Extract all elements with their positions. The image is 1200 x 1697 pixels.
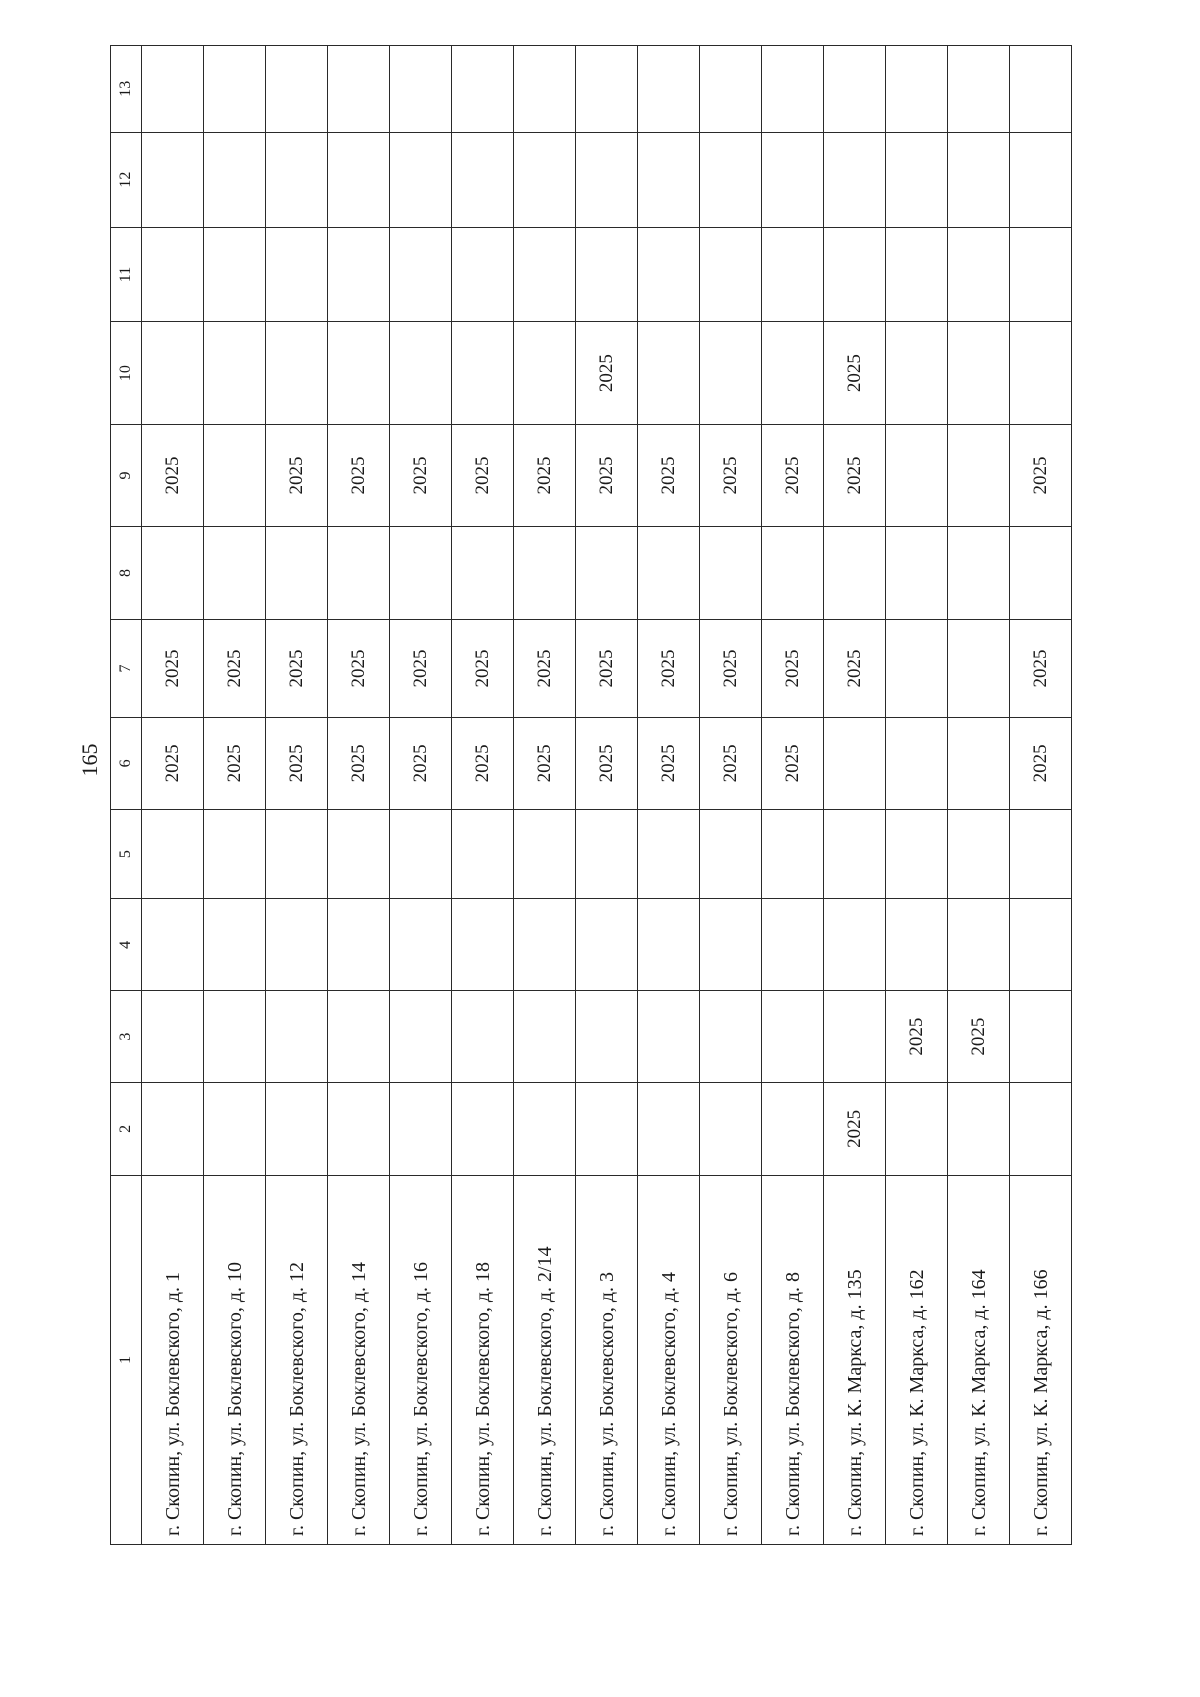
year-cell: 2025	[638, 424, 700, 526]
column-header: 5	[111, 809, 142, 899]
table-row	[762, 46, 824, 1545]
address-cell: г. Скопин, ул. Боклевского, д. 6	[700, 1175, 762, 1544]
year-cell	[390, 991, 452, 1083]
year-cell	[700, 527, 762, 620]
year-cell: 2025	[576, 619, 638, 717]
column-header: 4	[111, 899, 142, 991]
address-cell: г. Скопин, ул. Боклевского, д. 12	[266, 1175, 328, 1544]
year-cell	[762, 809, 824, 899]
year-cell	[204, 227, 266, 322]
year-cell	[514, 227, 576, 322]
column-header: 1	[111, 1175, 142, 1544]
column-header: 8	[111, 527, 142, 620]
year-cell	[762, 899, 824, 991]
year-cell: 2025	[1010, 718, 1072, 810]
year-cell: 2025	[824, 424, 886, 526]
year-cell	[142, 322, 204, 424]
year-cell	[700, 132, 762, 227]
year-cell	[266, 322, 328, 424]
year-cell: 2025	[576, 424, 638, 526]
year-cell: 2025	[1010, 619, 1072, 717]
year-cell	[886, 132, 948, 227]
column-header: 7	[111, 619, 142, 717]
year-cell	[1010, 991, 1072, 1083]
year-cell: 2025	[700, 718, 762, 810]
year-cell	[638, 899, 700, 991]
year-cell	[1010, 322, 1072, 424]
year-cell	[390, 46, 452, 133]
year-cell	[886, 718, 948, 810]
address-cell: г. Скопин, ул. Боклевского, д. 1	[142, 1175, 204, 1544]
year-cell	[948, 1082, 1010, 1175]
column-header: 2	[111, 1082, 142, 1175]
year-cell	[638, 227, 700, 322]
year-cell: 2025	[142, 424, 204, 526]
year-cell	[886, 809, 948, 899]
year-cell	[700, 991, 762, 1083]
year-cell	[762, 227, 824, 322]
year-cell	[948, 132, 1010, 227]
table-row	[514, 46, 576, 1545]
year-cell: 2025	[142, 619, 204, 717]
year-cell	[762, 132, 824, 227]
year-cell	[452, 46, 514, 133]
table-row	[886, 46, 948, 1545]
year-cell	[452, 899, 514, 991]
year-cell: 2025	[886, 991, 948, 1083]
year-cell	[886, 46, 948, 133]
year-cell	[824, 991, 886, 1083]
year-cell: 2025	[576, 718, 638, 810]
year-cell: 2025	[142, 718, 204, 810]
column-header: 11	[111, 227, 142, 322]
table-row	[700, 46, 762, 1545]
table-row	[266, 46, 328, 1545]
year-cell: 2025	[700, 619, 762, 717]
year-cell: 2025	[762, 718, 824, 810]
year-cell: 2025	[266, 718, 328, 810]
year-cell: 2025	[514, 718, 576, 810]
year-cell	[824, 227, 886, 322]
year-cell	[576, 809, 638, 899]
year-cell	[266, 1082, 328, 1175]
year-cell	[204, 46, 266, 133]
year-cell	[824, 718, 886, 810]
year-cell	[266, 527, 328, 620]
year-cell	[824, 46, 886, 133]
column-header: 13	[111, 46, 142, 133]
year-cell	[576, 527, 638, 620]
year-cell	[948, 227, 1010, 322]
year-cell: 2025	[576, 322, 638, 424]
address-cell: г. Скопин, ул. Боклевского, д. 8	[762, 1175, 824, 1544]
year-cell	[576, 1082, 638, 1175]
year-cell	[266, 227, 328, 322]
year-cell	[328, 132, 390, 227]
year-cell: 2025	[390, 718, 452, 810]
year-cell	[514, 527, 576, 620]
year-cell	[824, 809, 886, 899]
year-cell: 2025	[204, 718, 266, 810]
column-header: 10	[111, 322, 142, 424]
column-header: 12	[111, 132, 142, 227]
year-cell	[948, 527, 1010, 620]
year-cell	[1010, 809, 1072, 899]
year-cell: 2025	[514, 424, 576, 526]
year-cell	[204, 991, 266, 1083]
table-row	[638, 46, 700, 1545]
year-cell: 2025	[266, 619, 328, 717]
address-cell: г. Скопин, ул. Боклевского, д. 14	[328, 1175, 390, 1544]
year-cell	[948, 899, 1010, 991]
year-cell: 2025	[824, 322, 886, 424]
year-cell	[1010, 227, 1072, 322]
table-body	[142, 46, 1072, 1545]
page-number: 165	[77, 743, 102, 777]
year-cell	[576, 899, 638, 991]
year-cell	[142, 46, 204, 133]
year-cell	[762, 527, 824, 620]
year-cell	[1010, 1082, 1072, 1175]
year-cell	[762, 322, 824, 424]
year-cell: 2025	[824, 1082, 886, 1175]
year-cell	[638, 322, 700, 424]
year-cell	[638, 132, 700, 227]
year-cell	[142, 899, 204, 991]
year-cell: 2025	[514, 619, 576, 717]
year-cell	[886, 527, 948, 620]
year-cell	[204, 132, 266, 227]
address-cell: г. Скопин, ул. Боклевского, д. 10	[204, 1175, 266, 1544]
schedule-table	[110, 45, 1072, 1545]
year-cell	[514, 899, 576, 991]
year-cell	[700, 809, 762, 899]
year-cell	[638, 991, 700, 1083]
address-cell: г. Скопин, ул. К. Маркса, д. 164	[948, 1175, 1010, 1544]
table-row	[452, 46, 514, 1545]
year-cell	[142, 132, 204, 227]
table-wrapper	[110, 45, 1200, 1536]
year-cell	[328, 899, 390, 991]
table-row	[824, 46, 886, 1545]
year-cell	[948, 46, 1010, 133]
year-cell	[452, 227, 514, 322]
year-cell: 2025	[638, 619, 700, 717]
year-cell	[390, 227, 452, 322]
year-cell	[142, 1082, 204, 1175]
year-cell	[948, 322, 1010, 424]
year-cell	[328, 809, 390, 899]
year-cell	[328, 46, 390, 133]
year-cell	[824, 132, 886, 227]
year-cell	[452, 991, 514, 1083]
year-cell	[948, 718, 1010, 810]
column-header: 3	[111, 991, 142, 1083]
year-cell	[638, 46, 700, 133]
year-cell	[204, 527, 266, 620]
table-row	[576, 46, 638, 1545]
year-cell: 2025	[700, 424, 762, 526]
year-cell: 2025	[452, 424, 514, 526]
year-cell: 2025	[328, 424, 390, 526]
year-cell	[700, 899, 762, 991]
year-cell	[576, 991, 638, 1083]
year-cell: 2025	[328, 718, 390, 810]
year-cell	[700, 227, 762, 322]
year-cell	[514, 991, 576, 1083]
year-cell	[948, 809, 1010, 899]
year-cell	[638, 809, 700, 899]
year-cell	[824, 899, 886, 991]
year-cell: 2025	[328, 619, 390, 717]
year-cell	[886, 322, 948, 424]
address-cell: г. Скопин, ул. К. Маркса, д. 162	[886, 1175, 948, 1544]
year-cell	[452, 132, 514, 227]
year-cell	[1010, 899, 1072, 991]
address-cell: г. Скопин, ул. Боклевского, д. 16	[390, 1175, 452, 1544]
year-cell	[204, 424, 266, 526]
year-cell	[514, 322, 576, 424]
year-cell: 2025	[452, 718, 514, 810]
year-cell	[886, 1082, 948, 1175]
year-cell	[638, 527, 700, 620]
address-cell: г. Скопин, ул. Боклевского, д. 18	[452, 1175, 514, 1544]
year-cell	[886, 227, 948, 322]
year-cell	[266, 809, 328, 899]
year-cell: 2025	[638, 718, 700, 810]
year-cell	[452, 809, 514, 899]
year-cell: 2025	[452, 619, 514, 717]
year-cell	[390, 132, 452, 227]
table-row	[390, 46, 452, 1545]
year-cell	[266, 899, 328, 991]
year-cell	[514, 46, 576, 133]
year-cell	[390, 322, 452, 424]
table-row	[204, 46, 266, 1545]
year-cell	[390, 1082, 452, 1175]
year-cell: 2025	[390, 424, 452, 526]
year-cell	[886, 424, 948, 526]
year-cell	[142, 227, 204, 322]
year-cell	[1010, 46, 1072, 133]
year-cell	[328, 1082, 390, 1175]
year-cell	[514, 132, 576, 227]
year-cell	[266, 46, 328, 133]
year-cell	[948, 424, 1010, 526]
year-cell	[948, 619, 1010, 717]
year-cell	[514, 1082, 576, 1175]
address-cell: г. Скопин, ул. Боклевского, д. 4	[638, 1175, 700, 1544]
year-cell	[204, 1082, 266, 1175]
address-cell: г. Скопин, ул. К. Маркса, д. 135	[824, 1175, 886, 1544]
column-header: 9	[111, 424, 142, 526]
year-cell	[762, 1082, 824, 1175]
year-cell	[142, 527, 204, 620]
year-cell	[514, 809, 576, 899]
year-cell: 2025	[824, 619, 886, 717]
year-cell: 2025	[762, 619, 824, 717]
year-cell	[328, 527, 390, 620]
column-header: 6	[111, 718, 142, 810]
year-cell: 2025	[204, 619, 266, 717]
year-cell: 2025	[1010, 424, 1072, 526]
year-cell	[390, 809, 452, 899]
table-row	[142, 46, 204, 1545]
year-cell	[824, 527, 886, 620]
year-cell	[576, 227, 638, 322]
year-cell	[328, 227, 390, 322]
year-cell	[1010, 527, 1072, 620]
year-cell	[204, 899, 266, 991]
year-cell	[266, 132, 328, 227]
address-cell: г. Скопин, ул. Боклевского, д. 2/14	[514, 1175, 576, 1544]
table-row	[1010, 46, 1072, 1545]
year-cell	[390, 899, 452, 991]
year-cell: 2025	[266, 424, 328, 526]
year-cell	[700, 1082, 762, 1175]
year-cell	[700, 46, 762, 133]
year-cell	[452, 527, 514, 620]
year-cell	[204, 809, 266, 899]
address-cell: г. Скопин, ул. Боклевского, д. 3	[576, 1175, 638, 1544]
year-cell	[1010, 132, 1072, 227]
year-cell	[266, 991, 328, 1083]
year-cell	[452, 1082, 514, 1175]
year-cell	[576, 46, 638, 133]
year-cell: 2025	[390, 619, 452, 717]
year-cell: 2025	[948, 991, 1010, 1083]
year-cell	[452, 322, 514, 424]
year-cell	[886, 619, 948, 717]
address-cell: г. Скопин, ул. К. Маркса, д. 166	[1010, 1175, 1072, 1544]
year-cell	[576, 132, 638, 227]
year-cell	[142, 809, 204, 899]
year-cell	[762, 46, 824, 133]
year-cell	[762, 991, 824, 1083]
year-cell	[390, 527, 452, 620]
table-row	[948, 46, 1010, 1545]
header-row	[111, 46, 142, 1545]
year-cell	[700, 322, 762, 424]
year-cell	[204, 322, 266, 424]
year-cell	[328, 322, 390, 424]
table-row	[328, 46, 390, 1545]
year-cell: 2025	[762, 424, 824, 526]
year-cell	[328, 991, 390, 1083]
year-cell	[886, 899, 948, 991]
year-cell	[638, 1082, 700, 1175]
year-cell	[142, 991, 204, 1083]
